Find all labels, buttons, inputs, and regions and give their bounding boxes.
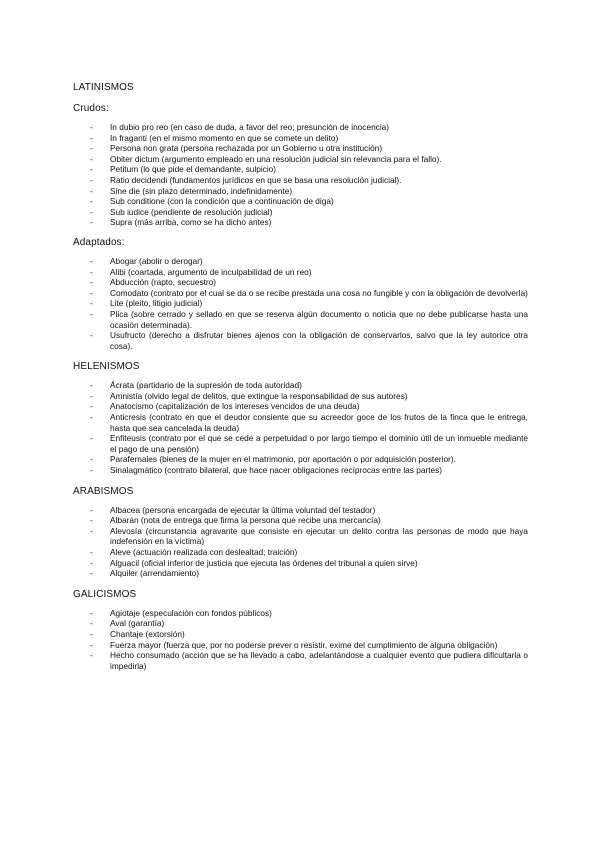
list-item-text: Hecho consumado (acción que se ha llevado a cabo, adelantándose a cualquier evento que pudiera dificultarla o impedirla) [110,650,528,671]
adaptados-list [73,256,528,351]
arabismos-list [73,505,528,579]
list-item-text: Supra (más arriba, como se ha dicho antes) [110,217,272,228]
list-item-text: Persona non grata (persona rechazada por un Gobierno u otra institución) [110,143,383,154]
crudos-list [73,122,528,228]
list-bullet: - [90,650,93,661]
list-bullet: - [90,153,93,164]
list-bullet: - [90,412,93,423]
galicismos-list [73,608,528,672]
list-item-text: Albacea (persona encargada de ejecutar la última voluntad del testador) [110,504,376,515]
list-bullet: - [90,454,93,465]
list-bullet: - [90,568,93,579]
list-item-text: Sub iudice (pendiente de resolución judicial) [110,206,273,217]
list-item-text: Lite (pleito, litigio judicial) [110,298,203,309]
galicismos-heading: GALICISMOS [73,588,137,600]
list-item [73,164,528,175]
list-bullet: - [90,164,93,175]
list-item [73,186,528,197]
list-item-text: Comodato (contrato por el cual se da o se recibe prestada una cosa no fungible y con la obligación de devolverla) [110,287,528,298]
list-item [73,640,528,651]
list-item [73,207,528,218]
list-item [73,196,528,207]
list-bullet: - [90,308,93,319]
list-item-text: Sub conditione (con la condición que a continuación de diga) [110,196,334,207]
list-item [73,433,528,454]
list-item-text: Agiotaje (especulación con fondos públicos) [110,607,272,618]
list-bullet: - [90,330,93,341]
list-item [73,650,528,671]
list-item [73,412,528,433]
list-item [73,526,528,547]
list-item [73,256,528,267]
list-item-text: Ácrata (partidario de la supresión de toda autoridad) [110,380,302,391]
list-bullet: - [90,287,93,298]
list-item [73,298,528,309]
list-item [73,267,528,278]
list-item [73,330,528,351]
list-item [73,618,528,629]
list-item-text: Parafernales (bienes de la mujer en el matrimonio, por aportación o por adquisición posterior). [110,454,456,465]
page-title: LATINISMOS [73,82,134,93]
list-item-text: Enfiteusis (contrato por el que se cede a perpetuidad o por largo tiempo el dominio útil de un inmueble mediante el pago de una pensión) [110,433,528,454]
list-item-text: Sinalagmático (contrato bilateral, que hace nacer obligaciones recíprocas entre las partes) [110,465,443,476]
list-bullet: - [90,255,93,266]
list-item [73,217,528,228]
helenismos-heading: HELENISMOS [73,361,140,373]
list-bullet: - [90,298,93,309]
list-bullet: - [90,504,93,515]
list-bullet: - [90,515,93,526]
list-item-text: Fuerza mayor (fuerza que, por no poderse prever o resistir, exime del cumplimiento de alguna obligación) [110,639,498,650]
list-item [73,465,528,476]
list-bullet: - [90,277,93,288]
list-item [73,608,528,619]
adaptados-heading: Adaptados: [73,236,125,248]
list-bullet: - [90,401,93,412]
list-item [73,547,528,558]
list-item [73,143,528,154]
list-item-text: Alquiler (arrendamiento) [110,568,200,579]
list-item-text: Plica (sobre cerrado y sellado en que se reserva algún documento o noticia que no debe publicarse hasta una ocasión determinada). [110,308,528,330]
list-item [73,122,528,133]
list-item [73,391,528,402]
list-item [73,454,528,465]
list-item [73,505,528,516]
list-bullet: - [90,433,93,444]
list-item [73,568,528,579]
list-item-text: In dubio pro reo (en caso de duda, a favor del reo; presunción de inocencia) [110,122,390,132]
list-bullet: - [90,547,93,557]
list-item-text: Amnistía (olvido legal de delitos, que extingue la responsabilidad de sus autores) [110,390,408,401]
helenismos-list [73,380,528,475]
list-item-text: Sine die (sin plazo determinado, indefinidamente) [110,185,293,196]
arabismos-heading: ARABISMOS [73,485,134,497]
list-bullet: - [90,607,93,618]
list-bullet: - [90,557,93,568]
list-bullet: - [90,639,93,650]
list-bullet: - [90,122,93,132]
list-item-text: Abogar (abolir o derogar) [110,255,203,266]
list-item-text: Anticresis (contrato en que el deudor consiente que su acreedor goce de los frutos de la finca que le entrega, hasta que sea cancelada la deuda) [110,412,528,433]
list-bullet: - [90,628,93,639]
list-bullet: - [90,390,93,401]
list-bullet: - [90,217,93,228]
list-item-text: In fraganti (en el mismo momento en que se comete un delito) [110,132,339,143]
list-bullet: - [90,206,93,217]
list-item [73,515,528,526]
list-item [73,288,528,299]
list-item-text: Alguacil (oficial inferior de justicia que ejecuta las órdenes del tribunal a quien sirve) [110,557,418,568]
list-bullet: - [90,618,93,629]
list-bullet: - [90,380,93,391]
list-item-text: Aleve (actuación realizada con deslealtad; traición) [110,547,298,557]
list-item [73,277,528,288]
list-item-text: Abducción (rapto, secuestro) [110,277,217,288]
list-item-text: Anatocismo (capitalización de los intereses vencidos de una deuda) [110,401,360,412]
list-item-text: Alibi (coartada, argumento de inculpabilidad de un reo) [110,266,312,277]
list-item-text: Usufructo (derecho a disfrutar bienes ajenos con la obligación de conservarlos, salvo que la ley autorice otra cosa). [110,330,528,351]
list-item [73,133,528,144]
list-item [73,154,528,165]
list-bullet: - [90,525,93,536]
list-item-text: Aval (garantía) [110,618,165,629]
list-bullet: - [90,465,93,476]
list-bullet: - [90,132,93,143]
list-item-text: Petitum (lo que pide el demandante, sulpicio) [110,164,277,175]
list-item-text: Obiter dictum (argumento empleado en una resolución judicial sin relevancia para el fallo). [110,153,442,164]
list-bullet: - [90,266,93,277]
list-bullet: - [90,143,93,154]
list-item [73,558,528,569]
list-bullet: - [90,174,93,185]
list-item-text: Chantaje (extorsión) [110,628,185,639]
crudos-heading: Crudos: [73,103,109,114]
list-bullet: - [90,185,93,196]
document-page [73,82,528,671]
list-item-text: Albarán (nota de entrega que firma la persona que recibe una mercancía) [110,515,381,526]
list-item-text: Ratio decidendi (fundamentos jurídicos en que se basa una resolución judicial). [110,174,402,185]
list-item [73,309,528,330]
list-bullet: - [90,196,93,207]
list-item-text: Alevosía (circunstancia agravante que consiste en ejecutar un delito contra las personas de modo que haya indefensión en la víctima) [110,525,528,547]
list-item [73,401,528,412]
list-item [73,380,528,391]
list-item [73,175,528,186]
list-item [73,629,528,640]
